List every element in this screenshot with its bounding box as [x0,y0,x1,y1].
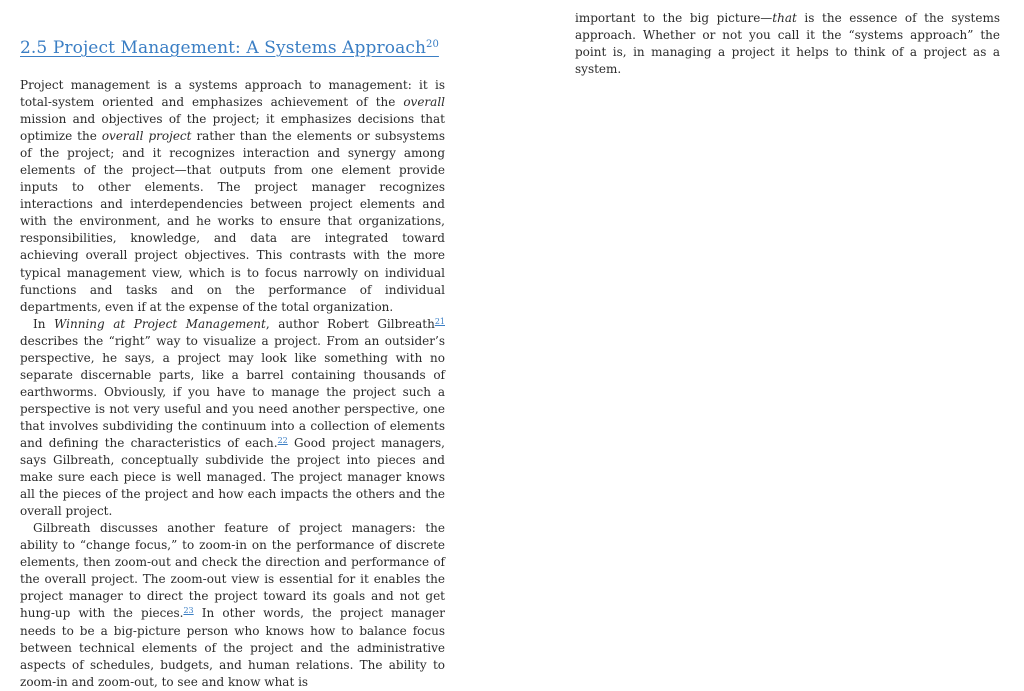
paragraph-2-text-b: , author Robert Gilbreath [265,316,435,331]
continuation-text-b: is the essence of the systems approach. Whether or not you call it the “systems approach” the point is, in managing a project it helps to think of a project as a system. [575,11,1000,77]
paragraph-3 [20,520,445,690]
paragraph-3-text-b: In other words, the project manager needs to be a big-picture person who knows how to balance focus between technical elements of the project and the administrative aspects of schedules, budgets, and human relations. The ability to zoom-in and zoom-out, to see and know what is [20,606,445,689]
paragraph-1-text-c: rather than the elements or subsystems of the project; and it recognizes interaction and synergy among elements of the project—that outputs from one element provide inputs to other elements. The project manager recognizes interactions and interdependencies between project elements and with the environment, and he works to ensure that organizations, responsibilities, knowledge, and data are integrated toward achieving overall project objectives. This contrasts with the more typical management view, which is to focus narrowly on individual functions and tasks and on the performance of individual departments, even if at the expense of the total organization. [20,129,445,314]
left-column [20,77,445,691]
continuation-paragraph [575,10,1000,78]
paragraph-2-text-d: Good project managers, says Gilbreath, conceptually subdivide the project into pieces and make sure each piece is well managed. The project manager knows all the pieces of the project and how each impacts the others and the overall project. [20,435,445,519]
continuation-text-a: important to the big picture— [575,11,773,25]
footnote-ref-22[interactable]: 22 [277,435,288,445]
footnote-ref-21[interactable]: 21 [434,316,445,326]
section-heading [20,38,439,58]
paragraph-2 [20,316,445,521]
footnote-ref-23[interactable]: 23 [183,606,194,616]
right-column [575,10,1000,78]
book-title-winning-at-project-management: Winning at Project Management [54,316,266,331]
continuation-emphasis-that: that [772,11,797,25]
paragraph-1-text-b: mission and objectives of the project; it emphasizes decisions that optimize the [20,112,445,144]
paragraph-1-text-a: Project management is a systems approach to management: it is total-system oriented and emphasizes achievement of the [20,78,445,110]
paragraph-1-emphasis-overall: overall [403,95,445,110]
paragraph-3-text-a: Gilbreath discusses another feature of project managers: the ability to “change focus,” to zoom-in on the performance of discrete elements, then zoom-out and check the direction and performance of the overall project. The zoom-out view is essential for it enables the project manager to direct the project toward its goals and not get hung-up with the pieces. [20,521,445,621]
section-heading-text: 2.5 Project Management: A Systems Approach [20,38,426,58]
paragraph-1 [20,77,445,316]
paragraph-2-text-a: In [33,316,55,331]
paragraph-1-emphasis-overall-project: overall project [101,129,192,144]
heading-footnote-ref-20[interactable]: 20 [426,39,439,50]
paragraph-2-text-c: describes the “right” way to visualize a project. From an outsider’s perspective, he says, a project may look like something with no separate discernable parts, like a barrel containing thousands of earthworms. Obviously, if you have to manage the project such a perspective is not very useful and you need another perspective, one that involves subdividing the continuum into a collection of elements and defining the characteristics of each. [20,333,445,450]
